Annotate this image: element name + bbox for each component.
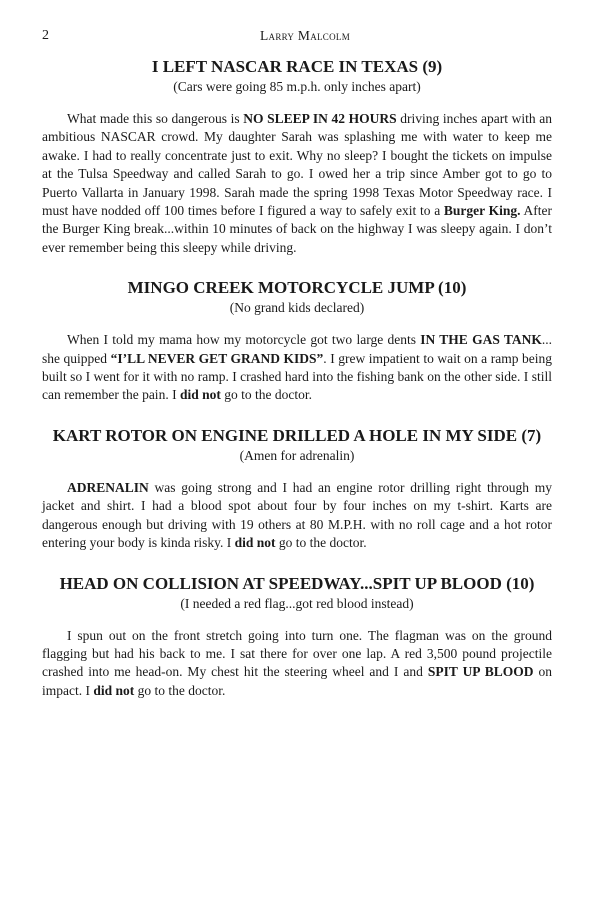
bold-text-run: did not (234, 535, 276, 551)
bold-text-run: NO SLEEP IN 42 HOURS (243, 111, 397, 126)
bold-text-run: ADRENALIN (67, 479, 149, 495)
bold-text-run: did not (93, 682, 135, 698)
story-title: HEAD ON COLLISION AT SPEEDWAY...SPIT UP BLOOD (10) (59, 573, 535, 593)
text-run: ... she quipped (42, 332, 552, 366)
story-paragraph (42, 479, 552, 553)
text-run: When I told my mama how my motorcycle got two large dents (67, 332, 421, 348)
text-run: on impact. I (42, 664, 553, 698)
story-section (42, 573, 552, 701)
story-subtitle: (I needed a red flag...got red blood instead) (180, 595, 414, 611)
bold-text-run: “I’LL NEVER GET GRAND KIDS” (110, 350, 324, 366)
story-section (42, 56, 552, 257)
text-run: driving inches apart with an ambitious NASCAR crowd. My daughter Sarah was splashing me with water to keep me awake. I had to really concentrate just to exit. Why no sleep? I bought the tickets on impulse at the Tulsa Speedway and called Sarah to go. I owed her a trip since Amber got to go to Puerto Vallarta in January 1998. Sarah made the spring 1998 Texas Motor Speedway race. I must have nodded off 100 times before I figured a way to safely exit to a (42, 111, 552, 219)
text-run: go to the doctor. (275, 535, 367, 551)
text-run: go to the doctor. (134, 682, 226, 698)
bold-text-run: IN THE GAS TANK (420, 332, 542, 348)
running-title: Larry Malcolm (259, 28, 351, 43)
story-paragraph (42, 627, 552, 701)
running-head (42, 28, 568, 46)
story-title: KART ROTOR ON ENGINE DRILLED A HOLE IN MY SIDE (7) (52, 425, 542, 445)
bold-text-run: Burger King. (443, 203, 521, 219)
text-run: After the Burger King break...within 10 minutes of back on the highway I was sleepy again. I don’t ever remember being this sleepy while driving. (42, 203, 552, 255)
story-section (42, 277, 552, 405)
text-run: was going strong and I had an engine rotor drilling right through my jacket and shirt. I had a blood spot about four by four inches on my t-shirt. Karts are dangerous enough but driving with 19 others at 80 M.P.H. with no roll cage and a hot rotor entering your body is kinda risky. I (42, 479, 552, 551)
story-subtitle: (No grand kids declared) (229, 300, 365, 316)
story-title: I LEFT NASCAR RACE IN TEXAS (9) (151, 57, 443, 76)
story-paragraph (42, 331, 552, 405)
bold-text-run: did not (179, 387, 221, 403)
story-subtitle: (Cars were going 85 m.p.h. only inches apart) (173, 79, 421, 94)
page-content (42, 56, 552, 700)
story-section (42, 425, 552, 553)
story-subtitle: (Amen for adrenalin) (239, 447, 355, 463)
page-number: 2 (42, 28, 49, 43)
text-run: What made this so dangerous is (67, 111, 244, 126)
story-paragraph (42, 110, 552, 257)
story-title: MINGO CREEK MOTORCYCLE JUMP (10) (127, 278, 467, 298)
text-run: . I grew impatient to wait on a ramp being built so I went for it with no ramp. I crashed hard into the fishing bank on the other side. I still can remember the pain. I (42, 350, 552, 403)
text-run: I spun out on the front stretch going into turn one. The flagman was on the ground flagging but had his back to me. I sat there for over one lap. A red 3,500 pound projectile crashed into me head-on. My chest hit the steering wheel and I and (42, 627, 552, 680)
bold-text-run: SPIT UP BLOOD (427, 664, 534, 680)
text-run: go to the doctor. (220, 387, 312, 403)
